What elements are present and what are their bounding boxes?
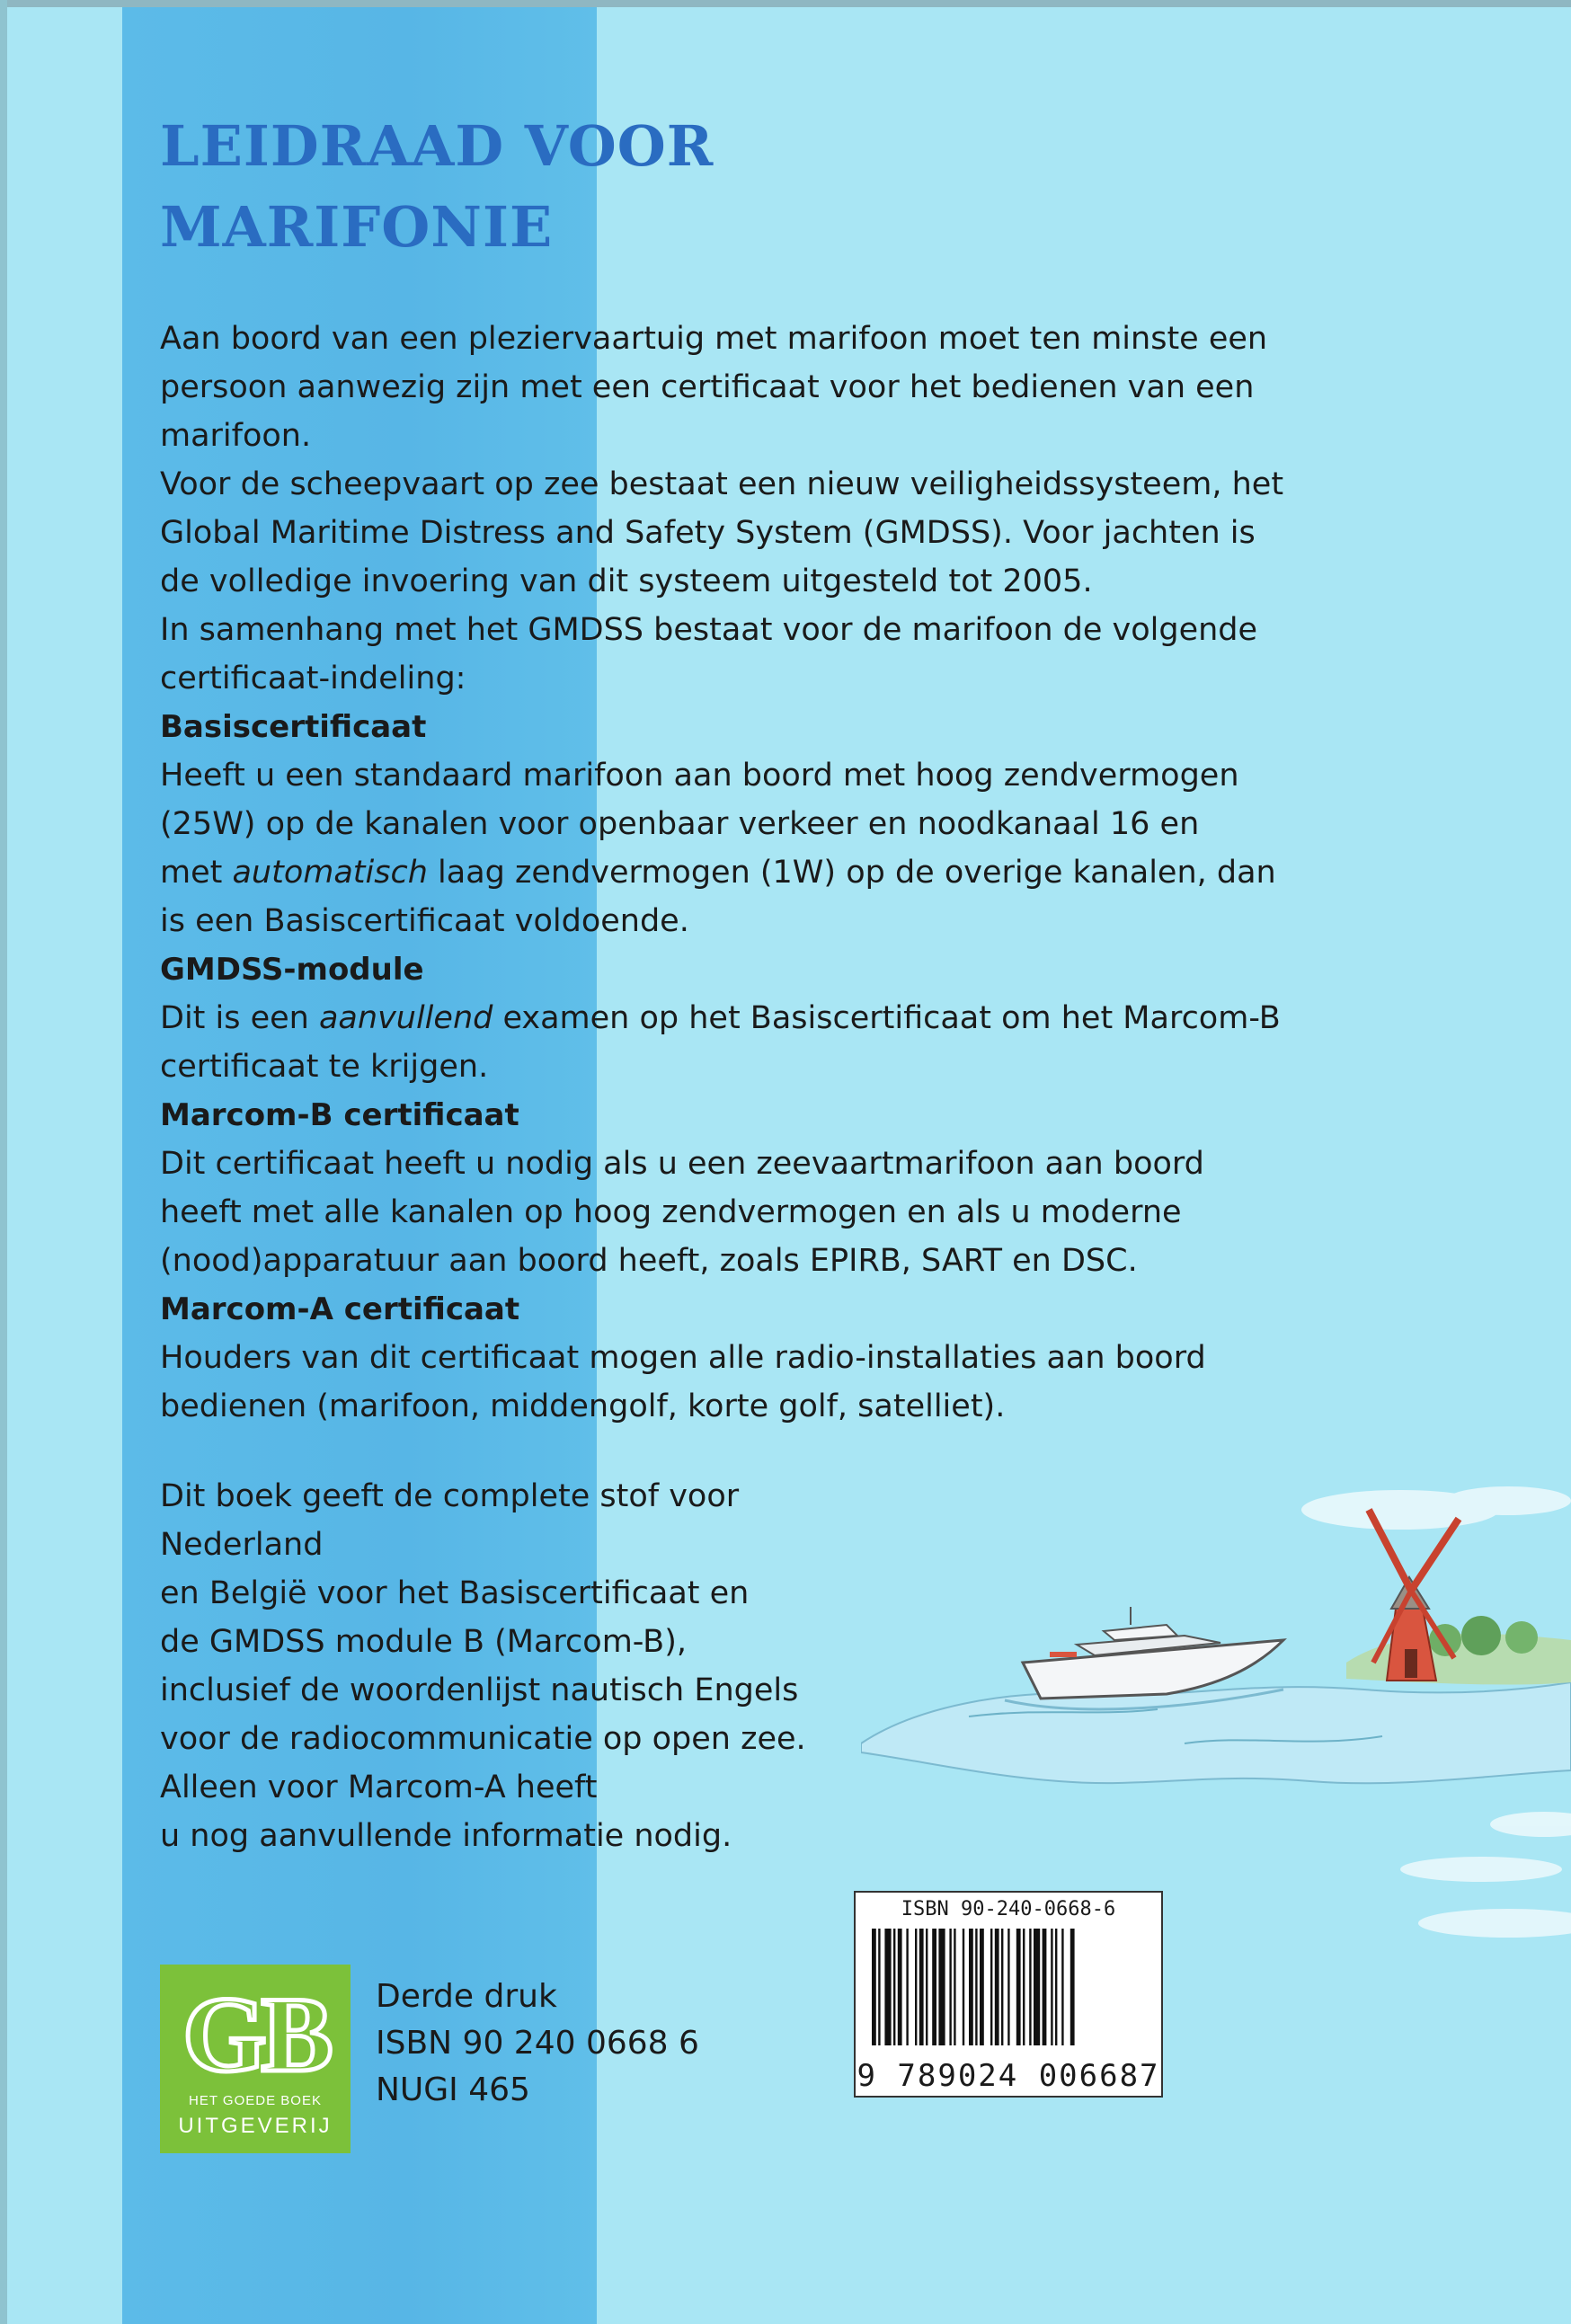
- closing-line: Alleen voor Marcom-A heeft: [160, 1770, 598, 1805]
- barcode-bar: [949, 1929, 951, 2045]
- closing-line: voor de radiocommunicatie op open zee.: [160, 1721, 806, 1757]
- barcode-bar: [1061, 1929, 1063, 2045]
- barcode-bar: [1070, 1929, 1075, 2045]
- barcode-bar: [1007, 1929, 1009, 2045]
- logo-line-1: HET GOEDE BOEK: [189, 2093, 322, 2108]
- barcode-bar: [1001, 1929, 1003, 2045]
- section-line: certificaat te krijgen.: [160, 1049, 489, 1085]
- barcode-bar: [963, 1929, 964, 2045]
- section-heading-marcom-a: Marcom-A certificaat: [160, 1291, 520, 1327]
- publisher-logo: [160, 1965, 351, 2153]
- closing-line: de GMDSS module B (Marcom-B),: [160, 1624, 687, 1660]
- closing-line: en België voor het Basiscertificaat en: [160, 1575, 750, 1611]
- section-line: (nood)apparatuur aan boord heeft, zoals EPIRB, SART en DSC.: [160, 1243, 1138, 1279]
- barcode-bar: [938, 1929, 945, 2045]
- barcode-bar: [954, 1929, 955, 2045]
- section-line: Dit certificaat heeft u nodig als u een zeevaartmarifoon aan boord: [160, 1146, 1204, 1182]
- intro-line: Voor de scheepvaart op zee bestaat een nieuw veiligheidssysteem, het: [160, 466, 1284, 502]
- text-run: met: [160, 855, 233, 891]
- barcode-bar: [969, 1929, 973, 2045]
- intro-line: de volledige invoering van dit systeem uitgesteld tot 2005.: [160, 563, 1093, 599]
- barcode-bar: [1016, 1929, 1021, 2045]
- barcode-bar: [975, 1929, 977, 2045]
- barcode-bar: [926, 1929, 928, 2045]
- logo-line-2: UITGEVERIJ: [178, 2114, 333, 2138]
- intro-line: In samenhang met het GMDSS bestaat voor de marifoon de volgende: [160, 612, 1258, 648]
- barcode-bar: [1043, 1929, 1047, 2045]
- barcode-ean-number: 9 789024 006687: [857, 2058, 1160, 2094]
- barcode-bar: [1055, 1929, 1057, 2045]
- section-heading-basiscertificaat: Basiscertificaat: [160, 709, 427, 745]
- barcode-bar: [884, 1929, 891, 2045]
- intro-line: certificaat-indeling:: [160, 661, 466, 696]
- section-line: heeft met alle kanalen op hoog zendvermogen en als u moderne: [160, 1194, 1182, 1230]
- logo-mark-text: GB: [182, 1974, 328, 2090]
- section-heading-gmdss-module: GMDSS-module: [160, 952, 424, 988]
- section-line: bedienen (marifoon, middengolf, korte golf, satelliet).: [160, 1388, 1006, 1424]
- barcode-bar: [915, 1929, 917, 2045]
- intro-line: marifoon.: [160, 418, 312, 454]
- gb-logo-mark: [160, 1965, 351, 2090]
- barcode-bar: [1051, 1929, 1052, 2045]
- nugi-text: NUGI 465: [376, 2071, 530, 2108]
- section-heading-marcom-b: Marcom-B certificaat: [160, 1097, 519, 1133]
- barcode-bar: [872, 1929, 876, 2045]
- intro-line: Global Maritime Distress and Safety System (GMDSS). Voor jachten is: [160, 515, 1256, 551]
- section-line: (25W) op de kanalen voor openbaar verkeer en noodkanaal 16 en: [160, 806, 1200, 842]
- text-run: laag zendvermogen (1W) op de overige kanalen, dan: [427, 855, 1276, 891]
- section-line: is een Basiscertificaat voldoende.: [160, 903, 689, 939]
- title-line-2: MARIFONIE: [160, 194, 554, 260]
- barcode-bar: [980, 1929, 984, 2045]
- barcode-bar: [906, 1929, 908, 2045]
- text-run: examen op het Basiscertificaat om het Marcom-B: [493, 1000, 1281, 1036]
- cover-left-edge: [0, 0, 7, 2324]
- closing-line: inclusief de woordenlijst nautisch Engels: [160, 1672, 799, 1708]
- barcode-bar: [1023, 1929, 1025, 2045]
- isbn-barcode: [854, 1891, 1163, 2098]
- section-line: Heeft u een standaard marifoon aan boord met hoog zendvermogen: [160, 758, 1239, 794]
- barcode-bars: [872, 1929, 1145, 2045]
- text-run: Dit is een: [160, 1000, 319, 1036]
- book-title: [160, 106, 1364, 268]
- barcode-bar: [1029, 1929, 1031, 2045]
- section-line: [160, 848, 1364, 897]
- closing-line: u nog aanvullende informatie nodig.: [160, 1818, 732, 1854]
- emphasis-text: aanvullend: [318, 1000, 493, 1036]
- barcode-bar: [878, 1929, 880, 2045]
- intro-line: Aan boord van een pleziervaartuig met marifoon moet ten minste een: [160, 321, 1268, 357]
- intro-line: persoon aanwezig zijn met een certificaat voor het bedienen van een: [160, 369, 1255, 405]
- barcode-bar: [990, 1929, 992, 2045]
- barcode-bar: [995, 1929, 999, 2045]
- barcode-bar: [1034, 1929, 1040, 2045]
- section-line: [160, 994, 1364, 1042]
- cover-text-block: [160, 106, 1364, 1860]
- edition-text: Derde druk: [376, 1978, 557, 2015]
- title-line-1: LEIDRAAD VOOR: [160, 113, 714, 179]
- barcode-bar: [932, 1929, 936, 2045]
- cover-top-edge: [0, 0, 1571, 7]
- isbn-text: ISBN 90 240 0668 6: [376, 2025, 699, 2062]
- closing-line: Dit boek geeft de complete stof voor Nederland: [160, 1478, 740, 1563]
- section-line: Houders van dit certificaat mogen alle radio-installaties aan boord: [160, 1340, 1206, 1376]
- emphasis-text: automatisch: [232, 855, 428, 891]
- publication-info: [376, 1974, 699, 2114]
- barcode-isbn-label: ISBN 90-240-0668-6: [901, 1898, 1116, 1920]
- barcode-bar: [893, 1929, 895, 2045]
- closing-paragraph: [160, 1472, 897, 1860]
- barcode-bar: [919, 1929, 924, 2045]
- barcode-bar: [898, 1929, 902, 2045]
